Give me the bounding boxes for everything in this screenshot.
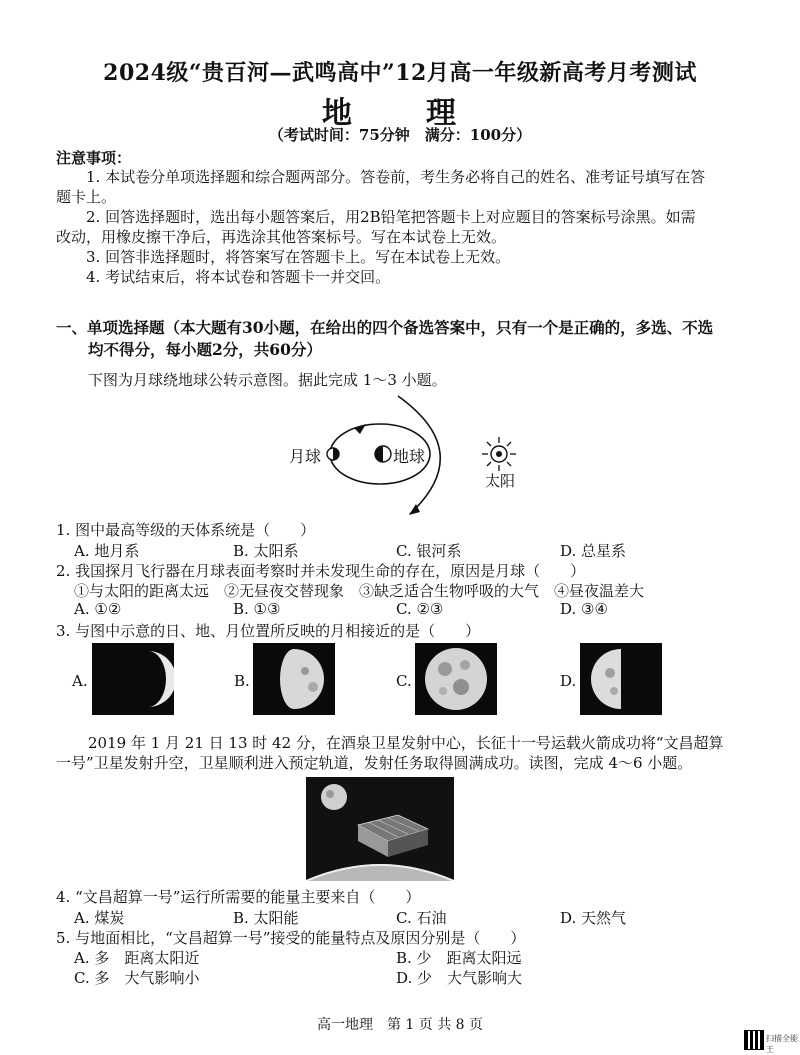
q3-option-c: C.: [396, 672, 412, 690]
passage-line: 一号”卫星发射升空，卫星顺利进入预定轨道，发射任务取得圆满成功。读图，完成 4～6 小题。: [56, 754, 693, 772]
notice-line: 2. 回答选择题时，选出每小题答案后，用2B铅笔把答题卡上对应题目的答案标号涂黑。如需: [86, 208, 696, 226]
page-footer: 高一地理 第 1 页 共 8 页: [316, 1017, 484, 1033]
moon-phase-gibbous-image: [253, 643, 335, 715]
passage-line: 2019 年 1 月 21 日 13 时 42 分，在酒泉卫星发射中心，长征十一号运载火箭成功将“文昌超算: [88, 734, 724, 752]
q3-option-a: A.: [72, 672, 88, 690]
q5-option-c: C. 多 大气影响小: [74, 969, 200, 987]
q2-option-b: B. ①③: [233, 600, 281, 618]
earth-label: 地球: [393, 447, 426, 466]
q5-option-d: D. 少 大气影响大: [396, 969, 523, 987]
q4-stem: 4. “文昌超算一号”运行所需要的能量主要来自（ ）: [56, 888, 421, 906]
intro-text: 下图为月球绕地球公转示意图。据此完成 1～3 小题。: [88, 371, 447, 389]
q2-option-d: D. ③④: [560, 600, 608, 618]
sun-icon: [482, 437, 516, 471]
q3-stem: 3. 与图中示意的日、地、月位置所反映的月相接近的是（ ）: [56, 622, 481, 640]
section-heading: 一、单项选择题（本大题有30小题，在给出的四个备选答案中，只有一个是正确的，多选、不选: [56, 318, 714, 337]
exam-info: （考试时间：75分钟 满分：100分）: [268, 126, 532, 144]
notice-line: 题卡上。: [56, 188, 117, 206]
q4-option-d: D. 天然气: [560, 909, 627, 927]
q3-option-b: B.: [234, 672, 250, 690]
q4-option-c: C. 石油: [396, 909, 447, 927]
q5-option-a: A. 多 距离太阳近: [74, 949, 200, 967]
notice-line: 4. 考试结束后，将本试卷和答题卡一并交回。: [86, 268, 391, 286]
satellite-image: [306, 777, 454, 881]
q1-option-c: C. 银河系: [396, 542, 462, 560]
qr-code-icon: [744, 1030, 764, 1050]
q1-option-d: D. 总星系: [560, 542, 627, 560]
q2-stem: 2. 我国探月飞行器在月球表面考察时并未发现生命的存在，原因是月球（ ）: [56, 562, 586, 580]
q4-option-a: A. 煤炭: [74, 909, 125, 927]
sun-label: 太阳: [485, 472, 516, 490]
moon-label: 月球: [289, 447, 322, 466]
moon-phase-crescent-image: [92, 643, 174, 715]
moon-phase-quarter-image: [580, 643, 662, 715]
q2-choices: ①与太阳的距离太远 ②无昼夜交替现象 ③缺乏适合生物呼吸的大气 ④昼夜温差大: [74, 582, 645, 600]
q1-stem: 1. 图中最高等级的天体系统是（ ）: [56, 521, 316, 539]
section-heading-cont: 均不得分，每小题2分，共60分）: [88, 340, 322, 359]
notice-line: 改动，用橡皮擦干净后，再选涂其他答案标号。写在本试卷上无效。: [56, 228, 507, 246]
moon-orbit-arrow-icon: [354, 424, 366, 434]
notice-line: 3. 回答非选择题时，将答案写在答题卡上。写在本试卷上无效。: [86, 248, 511, 266]
q2-option-c: C. ②③: [396, 600, 444, 618]
q5-option-b: B. 少 距离太阳远: [396, 949, 522, 967]
q1-option-a: A. 地月系: [74, 542, 140, 560]
moon-phase-full-image: [415, 643, 497, 715]
notice-line: 1. 本试卷分单项选择题和综合题两部分。答卷前，考生务必将自己的姓名、准考证号填写在答: [86, 168, 706, 186]
q3-option-d: D.: [560, 672, 577, 690]
q5-stem: 5. 与地面相比，“文昌超算一号”接受的能量特点及原因分别是（ ）: [56, 929, 526, 947]
q4-option-b: B. 太阳能: [233, 909, 299, 927]
exam-title: 2024级“贵百河—武鸣高中”12月高一年级新高考月考测试: [103, 60, 697, 86]
q1-option-b: B. 太阳系: [233, 542, 299, 560]
scanner-watermark: 扫描全能王: [766, 1034, 798, 1054]
subject-title: 地 理: [322, 96, 478, 131]
q2-option-a: A. ①②: [74, 600, 122, 618]
notice-heading: 注意事项：: [56, 149, 132, 167]
